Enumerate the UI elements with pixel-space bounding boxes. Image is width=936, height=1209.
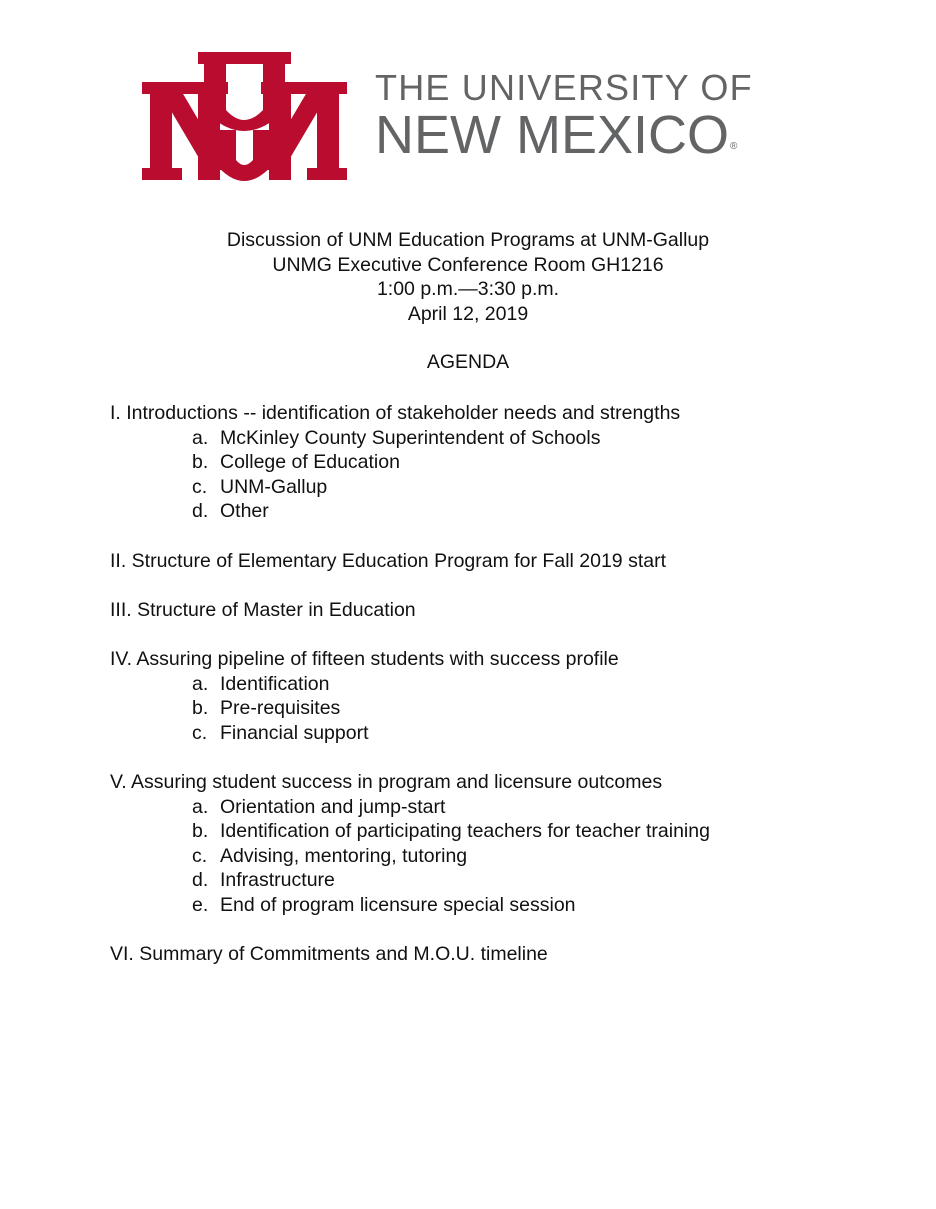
sub-item-letter: b. bbox=[192, 451, 209, 474]
agenda-sub-item bbox=[110, 426, 890, 451]
sub-item-letter: a. bbox=[192, 795, 209, 818]
sub-item-text: Advising, mentoring, tutoring bbox=[220, 844, 468, 867]
sub-item-text: College of Education bbox=[220, 451, 400, 474]
agenda-section bbox=[110, 549, 890, 574]
agenda-sub-item bbox=[110, 475, 890, 500]
sub-item-text: Infrastructure bbox=[220, 869, 335, 892]
university-wordmark bbox=[375, 67, 753, 165]
agenda-section bbox=[110, 598, 890, 623]
sub-item-text: McKinley County Superintendent of Schools bbox=[220, 426, 601, 449]
agenda-section bbox=[110, 647, 890, 745]
sub-item-letter: c. bbox=[192, 721, 208, 744]
meeting-date: April 12, 2019 bbox=[407, 303, 529, 326]
meeting-title: Discussion of UNM Education Programs at UNM-Gallup bbox=[226, 229, 710, 251]
sub-item-letter: c. bbox=[192, 475, 208, 498]
sub-item-letter: d. bbox=[192, 869, 209, 892]
agenda-section bbox=[110, 401, 890, 524]
agenda-sub-item bbox=[110, 795, 890, 820]
agenda-section-title: IV. Assuring pipeline of fifteen students with success profile bbox=[110, 647, 619, 670]
agenda-section-title: II. Structure of Elementary Education Program for Fall 2019 start bbox=[110, 549, 666, 572]
sub-item-letter: a. bbox=[192, 426, 209, 449]
sub-item-text: Financial support bbox=[220, 721, 369, 744]
agenda-sub-item bbox=[110, 893, 890, 918]
agenda-list bbox=[110, 401, 890, 991]
agenda-section-title: VI. Summary of Commitments and M.O.U. timeline bbox=[110, 943, 548, 966]
agenda-section-title: I. Introductions -- identification of stakeholder needs and strengths bbox=[110, 402, 681, 424]
sub-item-text: UNM-Gallup bbox=[220, 475, 328, 498]
sub-item-letter: a. bbox=[192, 672, 209, 695]
sub-item-letter: d. bbox=[192, 500, 209, 523]
unm-logo bbox=[142, 52, 802, 187]
meeting-time: 1:00 p.m.—3:30 p.m. bbox=[376, 278, 560, 301]
sub-item-text: Orientation and jump-start bbox=[220, 795, 446, 818]
unm-monogram-icon bbox=[142, 52, 347, 187]
agenda-sub-item bbox=[110, 499, 890, 524]
sub-item-letter: b. bbox=[192, 697, 209, 720]
meeting-location: UNMG Executive Conference Room GH1216 bbox=[272, 253, 664, 276]
sub-item-letter: e. bbox=[192, 893, 209, 916]
wordmark-line-2 bbox=[375, 105, 753, 165]
agenda-section bbox=[110, 770, 890, 918]
sub-item-text: Other bbox=[220, 500, 269, 523]
wordmark-line-1: THE UNIVERSITY OF bbox=[375, 67, 753, 108]
sub-item-letter: b. bbox=[192, 820, 209, 843]
agenda-section-title: V. Assuring student success in program and licensure outcomes bbox=[110, 770, 663, 793]
sub-item-text: Pre-requisites bbox=[220, 697, 341, 720]
agenda-sub-item bbox=[110, 450, 890, 475]
meeting-header bbox=[0, 228, 936, 327]
agenda-sub-item bbox=[110, 696, 890, 721]
agenda-sub-item bbox=[110, 868, 890, 893]
agenda-section bbox=[110, 942, 890, 967]
agenda-section-title: III. Structure of Master in Education bbox=[110, 598, 416, 621]
agenda-sub-item bbox=[110, 672, 890, 697]
registered-mark: ® bbox=[730, 141, 738, 152]
wordmark-line-2-text: NEW MEXICO bbox=[375, 105, 730, 165]
agenda-sub-item bbox=[110, 721, 890, 746]
sub-item-text: End of program licensure special session bbox=[220, 893, 576, 916]
sub-item-letter: c. bbox=[192, 844, 208, 867]
agenda-sub-item bbox=[110, 819, 890, 844]
sub-item-text: Identification of participating teachers for teacher training bbox=[220, 820, 710, 843]
sub-item-text: Identification bbox=[220, 672, 330, 695]
agenda-heading: AGENDA bbox=[426, 351, 510, 373]
agenda-sub-item bbox=[110, 844, 890, 869]
